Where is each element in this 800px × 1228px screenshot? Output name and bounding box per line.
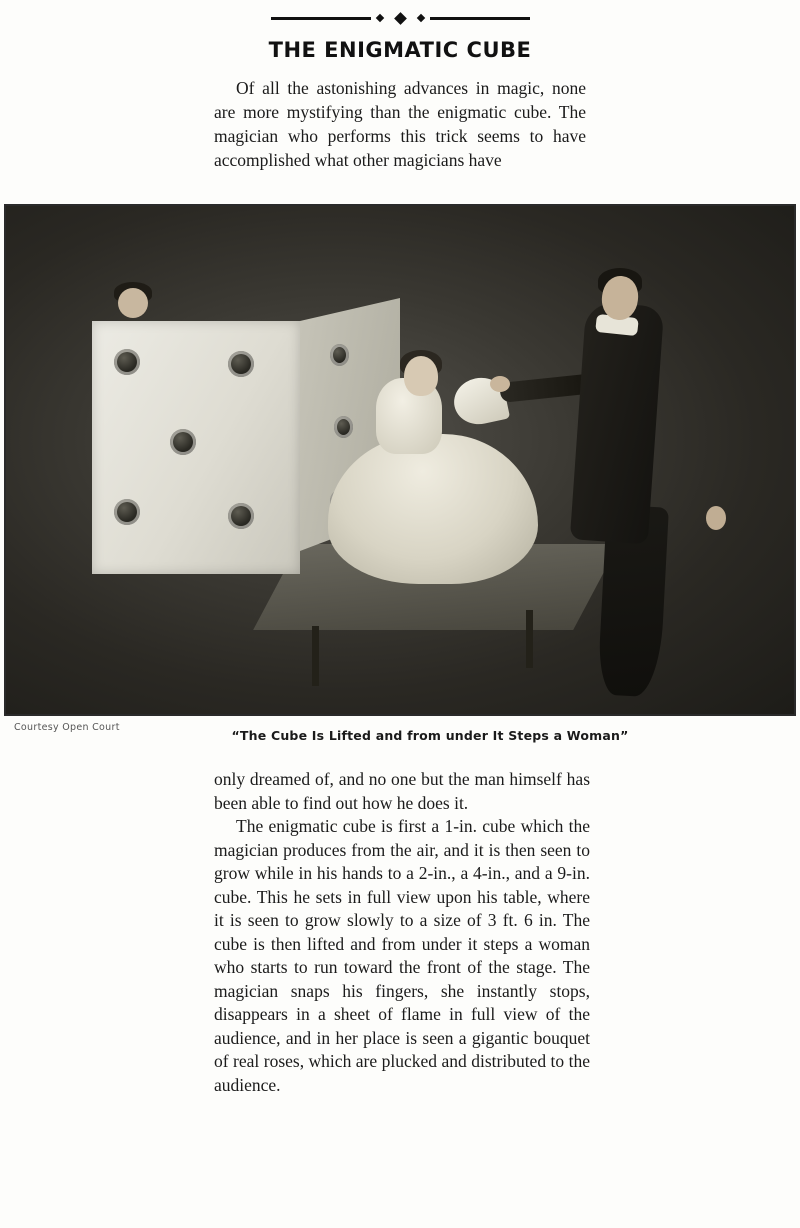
- ornament-rule-right: [430, 17, 530, 20]
- cube-pip: [334, 416, 353, 438]
- diamond-rule-ornament: [0, 0, 800, 28]
- assistant-head: [118, 288, 148, 318]
- page-title: THE ENIGMATIC CUBE: [268, 38, 532, 62]
- magician-second-hand: [706, 506, 726, 530]
- ornament-diamond-right: [416, 14, 424, 22]
- cube-pip: [228, 503, 254, 529]
- figure: [4, 204, 796, 743]
- woman-dress: [328, 434, 538, 584]
- cube-pip: [228, 351, 254, 377]
- magician-body: [570, 302, 664, 545]
- figure-caption: “The Cube Is Lifted and from under It Steps a Woman”: [231, 728, 629, 743]
- body-paragraph-1: only dreamed of, and no one but the man himself has been able to find out how he does it.: [214, 769, 590, 813]
- magician-hand: [490, 376, 510, 392]
- cube-pip: [330, 344, 349, 366]
- ornament-rule-left: [271, 17, 371, 20]
- cube-pip: [170, 429, 196, 455]
- body-column: [214, 768, 590, 1097]
- woman-head: [404, 356, 438, 396]
- cube-pip: [114, 349, 140, 375]
- cube-front-face: [92, 321, 300, 574]
- body-paragraph-2: The enigmatic cube is first a 1-in. cube which the magician produces from the air, and it is then seen to grow while in his hands to a 2-in., a 4-in., and a 9-in. cube. This he sets in full view upon his table, where it is seen to grow slowly to a size of 3 ft. 6 in. The cube is then lifted and from under it steps a woman who starts to run toward the front of the stage. The magician snaps his fingers, she instantly stops, disappears in a sheet of flame in full view of the audience, and in her place is seen a gigantic bouquet of real roses, which are plucked and distributed to the audience.: [214, 816, 590, 1095]
- table-leg-right: [526, 610, 533, 668]
- intro-column: [214, 76, 586, 173]
- photo-credit: Courtesy Open Court: [14, 722, 120, 733]
- illustration-photo: [4, 204, 796, 716]
- table-leg-left: [312, 626, 319, 686]
- ornament-diamond-left: [375, 14, 383, 22]
- intro-paragraph: Of all the astonishing advances in magic, none are more mystifying than the enigmatic cube. The magician who performs this trick seems to have accomplished what other magicians have: [214, 78, 586, 171]
- ornament-diamond-center: [394, 12, 407, 25]
- cube-pip: [114, 499, 140, 525]
